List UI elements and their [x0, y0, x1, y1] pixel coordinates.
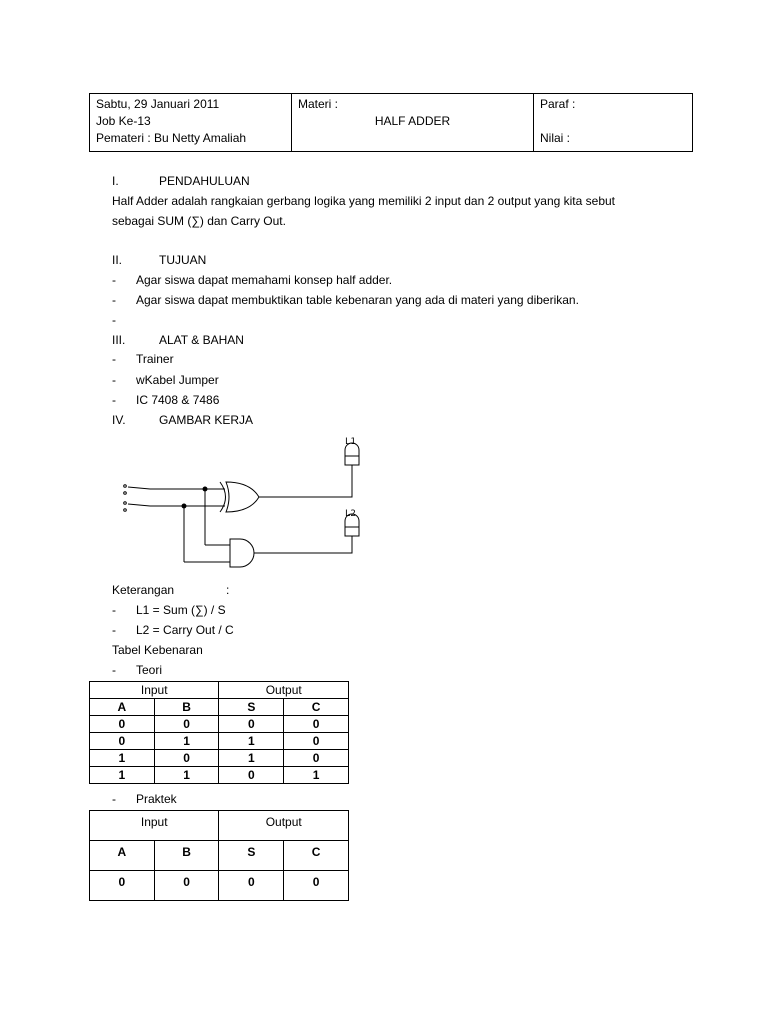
teori-truth-table	[89, 681, 349, 784]
table-cell: 0	[90, 716, 155, 733]
table-cell: 1	[284, 767, 349, 784]
header-nilai: Nilai :	[540, 131, 571, 145]
header-paraf: Paraf :	[540, 97, 576, 111]
section-2-title: TUJUAN	[159, 253, 207, 267]
xor-gate	[226, 482, 259, 512]
table-row	[90, 716, 349, 733]
bullet-dash: -	[112, 313, 116, 327]
xor-output-wire	[259, 472, 352, 497]
bullet-dash: -	[112, 373, 116, 387]
switch-contact	[124, 485, 127, 488]
column-header: B	[154, 841, 219, 871]
alat-item: wKabel Jumper	[136, 373, 219, 387]
header-materi-label: Materi :	[298, 97, 339, 111]
column-header: C	[284, 841, 349, 871]
tujuan-item: Agar siswa dapat membuktikan table kebenaran yang ada di materi yang diberikan.	[136, 293, 579, 307]
table-cell: 1	[154, 767, 219, 784]
header-materi-value: HALF ADDER	[374, 114, 451, 128]
input-header: Input	[90, 682, 219, 699]
table-cell: 0	[284, 871, 349, 901]
and-gate	[230, 539, 254, 567]
table-cell: 1	[90, 750, 155, 767]
table-group-header-row	[90, 811, 349, 841]
switch-contact	[124, 492, 127, 495]
switch-contact	[124, 509, 127, 512]
header-pemateri: Pemateri : Bu Netty Amaliah	[96, 131, 247, 145]
tujuan-item: Agar siswa dapat memahami konsep half adder.	[136, 273, 393, 287]
table-row	[90, 750, 349, 767]
section-1-line-1: Half Adder adalah rangkaian gerbang logika yang memiliki 2 input dan 2 output yang kita sebut	[112, 194, 615, 208]
column-header: A	[90, 699, 155, 716]
table-column-header-row	[90, 841, 349, 871]
lamp-l2-label: L2	[345, 509, 356, 519]
praktek-truth-table	[89, 810, 349, 901]
bullet-dash: -	[112, 352, 116, 366]
table-cell: 0	[90, 733, 155, 750]
bullet-dash: -	[112, 663, 116, 677]
column-header: A	[90, 841, 155, 871]
column-header: B	[154, 699, 219, 716]
table-cell: 0	[154, 871, 219, 901]
table-cell: 0	[154, 716, 219, 733]
table-group-header-row	[90, 682, 349, 699]
switch-lever	[128, 504, 150, 506]
alat-item: Trainer	[136, 352, 174, 366]
bullet-dash: -	[112, 792, 116, 806]
lamp-l1-label: L1	[345, 437, 356, 447]
table-cell: 0	[219, 716, 284, 733]
bullet-dash: -	[112, 623, 116, 637]
column-header: S	[219, 699, 284, 716]
header-job: Job Ke-13	[96, 114, 151, 128]
alat-item: IC 7408 & 7486	[136, 393, 220, 407]
bullet-dash: -	[112, 293, 116, 307]
table-row	[90, 767, 349, 784]
bullet-dash: -	[112, 603, 116, 617]
bullet-dash: -	[112, 393, 116, 407]
table-cell: 0	[90, 871, 155, 901]
xor-gate-back-curve	[220, 482, 226, 512]
switch-lever	[128, 487, 150, 489]
legend-label: Keterangan	[112, 583, 175, 597]
table-cell: 0	[154, 750, 219, 767]
table-cell: 1	[219, 750, 284, 767]
lamp-l1	[345, 456, 359, 465]
section-1-title: PENDAHULUAN	[159, 174, 250, 188]
table-cell: 1	[219, 733, 284, 750]
junction-dot	[203, 487, 208, 492]
switch-contact	[124, 502, 127, 505]
legend-colon: :	[226, 583, 230, 597]
table-cell: 0	[284, 750, 349, 767]
column-header: C	[284, 699, 349, 716]
junction-dot	[182, 504, 187, 509]
section-3-title: ALAT & BAHAN	[159, 333, 244, 347]
legend-item: L1 = Sum (∑) / S	[136, 603, 226, 617]
table-column-header-row	[90, 699, 349, 716]
table-cell: 0	[284, 733, 349, 750]
output-header: Output	[219, 682, 349, 699]
section-1-number: I.	[112, 174, 119, 188]
table-cell: 0	[219, 767, 284, 784]
section-3-number: III.	[112, 333, 126, 347]
table-cell: 1	[154, 733, 219, 750]
and-output-wire	[254, 541, 352, 553]
output-header: Output	[219, 811, 349, 841]
section-4-number: IV.	[112, 413, 126, 427]
header-date: Sabtu, 29 Januari 2011	[96, 97, 220, 111]
praktek-label: Praktek	[136, 792, 177, 806]
legend-item: L2 = Carry Out / C	[136, 623, 234, 637]
section-2-number: II.	[112, 253, 123, 267]
table-row	[90, 871, 349, 901]
table-cell: 0	[284, 716, 349, 733]
table-cell: 1	[90, 767, 155, 784]
bullet-dash: -	[112, 273, 116, 287]
truth-table-title: Tabel Kebenaran	[112, 643, 203, 657]
section-1-line-2: sebagai SUM (∑) dan Carry Out.	[112, 214, 286, 228]
teori-label: Teori	[136, 663, 163, 677]
section-4-title: GAMBAR KERJA	[159, 413, 254, 427]
lamp-l2	[345, 527, 359, 536]
column-header: S	[219, 841, 284, 871]
table-row	[90, 733, 349, 750]
input-header: Input	[90, 811, 219, 841]
table-cell: 0	[219, 871, 284, 901]
